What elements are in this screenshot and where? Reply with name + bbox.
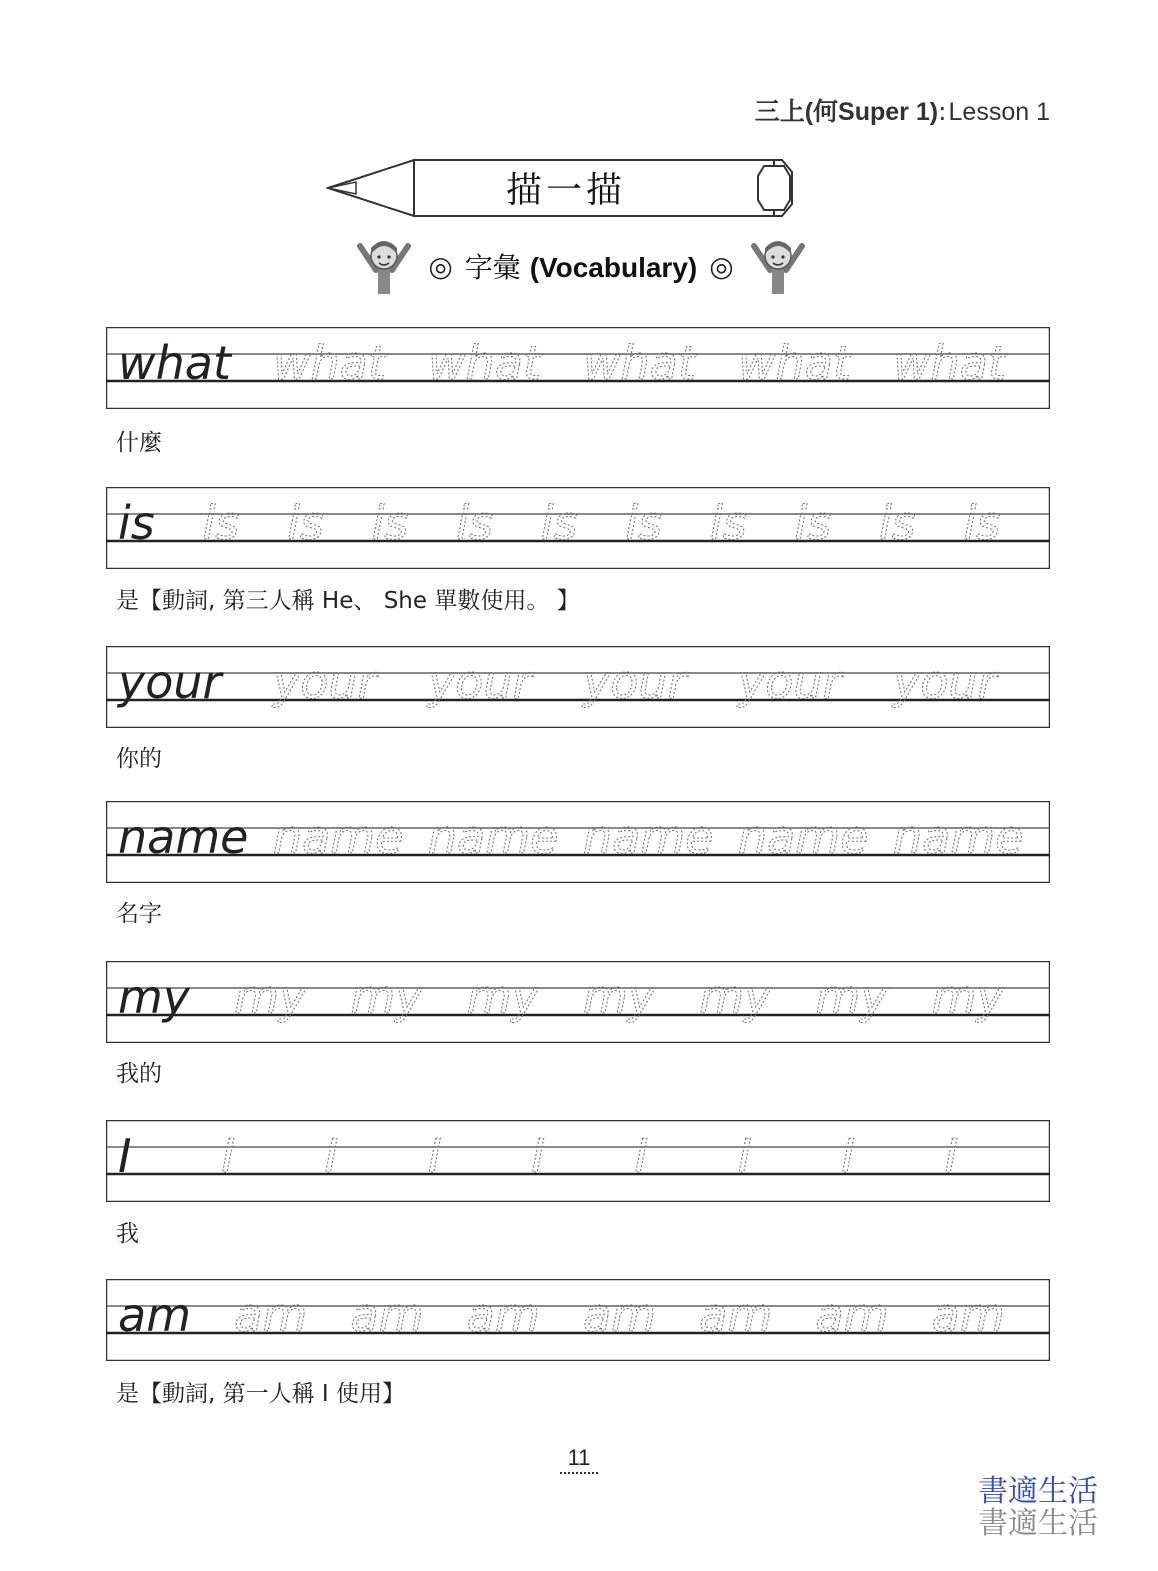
practice-row-is — [106, 487, 1050, 569]
vocabulary-title-zh: 字彙 — [464, 251, 521, 284]
handwriting-lines — [106, 801, 1050, 883]
vocabulary-title — [465, 246, 697, 286]
trace-word: is — [794, 496, 832, 550]
trace-word: I — [841, 1129, 855, 1183]
trace-word: my — [466, 970, 539, 1024]
page-header — [755, 92, 1050, 128]
trace-word: what — [583, 336, 697, 390]
handwriting-lines — [106, 646, 1050, 728]
trace-word: is — [709, 496, 747, 550]
model-word: I — [118, 1129, 132, 1183]
word-meaning: 是【動詞, 第三人稱 He、 She 單數使用。 】 — [116, 588, 580, 614]
practice-row-your — [106, 646, 1050, 728]
practice-row-name — [106, 801, 1050, 883]
vocabulary-heading — [316, 236, 846, 296]
model-word: my — [118, 970, 191, 1024]
trace-word: I — [324, 1129, 339, 1183]
trace-word: my — [234, 970, 307, 1024]
child-cheering-icon — [352, 236, 416, 296]
trace-word: my — [350, 970, 423, 1024]
trace-word: am — [815, 1288, 889, 1342]
handwriting-lines — [106, 961, 1050, 1043]
trace-word: my — [699, 970, 772, 1024]
trace-word: your — [273, 655, 377, 709]
trace-word: am — [234, 1288, 308, 1342]
trace-word: your — [583, 655, 687, 709]
model-word: name — [118, 810, 249, 864]
trace-word: I — [738, 1129, 752, 1183]
page-title: 描一描 — [505, 169, 626, 211]
watermark-logo — [978, 1476, 1098, 1540]
trace-word: am — [350, 1288, 424, 1342]
trace-word: what — [273, 336, 387, 390]
book-label: (何Super 1) — [804, 98, 939, 126]
trace-word: name — [738, 810, 869, 864]
trace-word: my — [931, 970, 1004, 1024]
word-meaning: 我 — [116, 1221, 139, 1247]
grade-label: 三上 — [754, 97, 805, 126]
trace-word: your — [738, 655, 842, 709]
trace-word: is — [963, 496, 1001, 550]
header-separator: : — [938, 97, 947, 126]
practice-row-what — [106, 327, 1050, 409]
trace-word: is — [625, 496, 663, 550]
model-word: am — [118, 1288, 191, 1342]
watermark-line-1: 書適生活 — [978, 1474, 1098, 1509]
trace-word: is — [371, 496, 409, 550]
child-cheering-icon-right — [746, 236, 810, 296]
trace-word: is — [456, 496, 493, 550]
word-meaning: 你的 — [116, 746, 162, 772]
practice-row-my — [106, 961, 1050, 1043]
trace-word: name — [583, 810, 714, 864]
trace-word: am — [699, 1288, 773, 1342]
handwriting-lines — [106, 1120, 1050, 1202]
word-meaning: 我的 — [116, 1061, 162, 1087]
lesson-label: Lesson 1 — [948, 98, 1050, 126]
model-word: is — [118, 496, 155, 550]
bullseye-marker-right: ◎ — [709, 249, 734, 283]
model-word: your — [118, 655, 222, 709]
trace-word: what — [428, 336, 542, 390]
trace-word: name — [893, 810, 1024, 864]
practice-row-am — [106, 1279, 1050, 1361]
trace-word: am — [466, 1288, 540, 1342]
trace-word: I — [944, 1129, 959, 1183]
trace-word: is — [202, 496, 240, 550]
trace-word: your — [893, 655, 997, 709]
trace-word: I — [221, 1129, 235, 1183]
page-number: 11 — [560, 1445, 598, 1474]
word-meaning: 是【動詞, 第一人稱 I 使用】 — [116, 1381, 406, 1407]
trace-word: is — [540, 496, 578, 550]
trace-word: am — [583, 1288, 656, 1342]
trace-word: what — [738, 336, 852, 390]
trace-word: is — [287, 496, 324, 550]
trace-word: I — [531, 1129, 545, 1183]
trace-word: what — [893, 336, 1007, 390]
trace-word: name — [428, 810, 559, 864]
practice-row-i — [106, 1120, 1050, 1202]
handwriting-lines — [106, 487, 1050, 569]
model-word: what — [118, 336, 232, 390]
vocabulary-title-en: (Vocabulary) — [529, 252, 698, 283]
trace-word: my — [583, 970, 656, 1024]
trace-word: name — [273, 810, 404, 864]
word-meaning: 什麼 — [116, 430, 162, 456]
handwriting-lines — [106, 1279, 1050, 1361]
trace-word: I — [634, 1129, 649, 1183]
bullseye-marker: ◎ — [428, 249, 453, 283]
watermark-line-2: 書適生活 — [978, 1506, 1098, 1541]
handwriting-lines — [106, 327, 1050, 409]
trace-word: your — [428, 655, 532, 709]
trace-word: my — [815, 970, 888, 1024]
word-meaning: 名字 — [116, 901, 162, 927]
trace-word: am — [931, 1288, 1005, 1342]
trace-word: is — [878, 496, 916, 550]
trace-word: I — [428, 1129, 442, 1183]
